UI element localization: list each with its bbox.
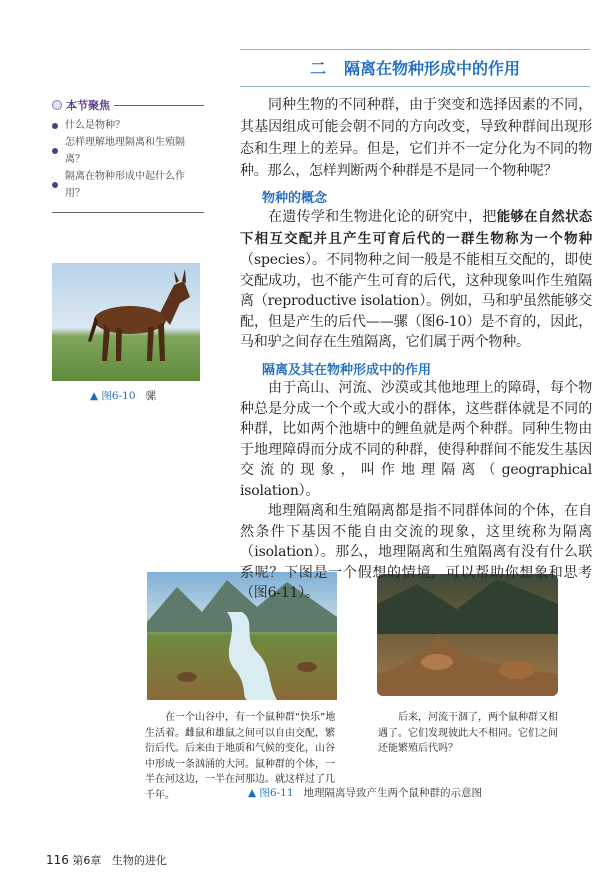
chapter-number: 第6章 bbox=[72, 854, 102, 867]
fig-6-11-left-text: 在一个山谷中，有一个鼠种群“快乐”地生活着。雌鼠和雄鼠之间可以自由交配，繁衍后代。后来由于地质和气候的变化，山谷中形成一条汹涌的大河。鼠种群的个体，一半在河这边，一半在河那边。就这样过了几千年。 bbox=[145, 712, 336, 801]
subheading-species-concept: 物种的概念 bbox=[262, 191, 328, 206]
title-rule-top bbox=[240, 49, 590, 50]
bullet-icon bbox=[52, 123, 58, 129]
isolation-paragraphs: 由于高山、河流、沙漠或其他地理上的障碍，每个物种总是分成一个个或大或小的群体，这些群体就是不同的种群，比如两个池塘中的鲤鱼就是两个种群。同种生物由于地理障碍而分成不同的种群，使得种群间不能发生基因交流的现象，叫作地理隔离（geographical isolation）。 地理隔离和生殖隔离都是指不同群体间的个体，在自然条件下基因不能自由交流的现象，这里统称为隔离（isolation）。那么，地理隔离和生殖隔离有没有什么联系呢？下图是一个假想的情境，可以帮助你想象和思考（图6-11）。 bbox=[240, 380, 592, 601]
focus-item: 隔离在物种形成中起什么作用？ bbox=[52, 168, 204, 202]
intro-paragraph: 同种生物的不同种群，由于突变和选择因素的不同，其基因组成可能会朝不同的方向改变，导致种群间出现形态和生理上的差异。但是，它们并不一定分化为不同的物种。那么，怎样判断两个种群是不是同一个物种呢？ bbox=[240, 97, 592, 179]
fig-6-10-caption: ▲ 图6-10 骡 bbox=[90, 390, 157, 402]
focus-item: 怎样理解地理隔离和生殖隔离？ bbox=[52, 134, 204, 168]
section-focus-box bbox=[52, 97, 204, 213]
species-paragraph: 在遗传学和生物进化论的研究中，把能够在自然状态下相互交配并且产生可育后代的一群生物称为一个物种（species）。不同物种之间一般是不能相互交配的，即使交配成功，也不能产生可育的后代，这种现象叫作生殖隔离（reproductive isolation）。例如，马和驴虽然能够交配，但是产生的后代——骡（图6-10）是不育的，因此，马和驴之间存在生殖隔离，它们属于两个物种。 bbox=[240, 209, 592, 350]
bullet-icon bbox=[52, 148, 58, 154]
focus-bullet-icon bbox=[52, 100, 62, 110]
section-title: 二 隔离在物种形成中的作用 bbox=[309, 59, 521, 78]
title-rule-bottom bbox=[240, 86, 590, 87]
fig-6-11-right-text: 后来，河流干涸了，两个鼠种群又相遇了。它们发现彼此大不相同。它们之间还能繁殖后代吗？ bbox=[378, 712, 558, 754]
mule-photo bbox=[52, 263, 200, 381]
page-footer bbox=[46, 852, 167, 868]
bullet-icon bbox=[52, 182, 58, 188]
chapter-title: 生物的进化 bbox=[111, 854, 167, 867]
fig-6-11-caption: ▲ 图6-11 地理隔离导致产生两个鼠种群的示意图 bbox=[248, 787, 483, 799]
subheading-isolation: 隔离及其在物种形成中的作用 bbox=[262, 363, 432, 378]
page-number: 116 bbox=[46, 853, 69, 867]
focus-heading: 本节聚焦 bbox=[66, 99, 110, 112]
focus-item: 什么是物种？ bbox=[52, 117, 204, 134]
